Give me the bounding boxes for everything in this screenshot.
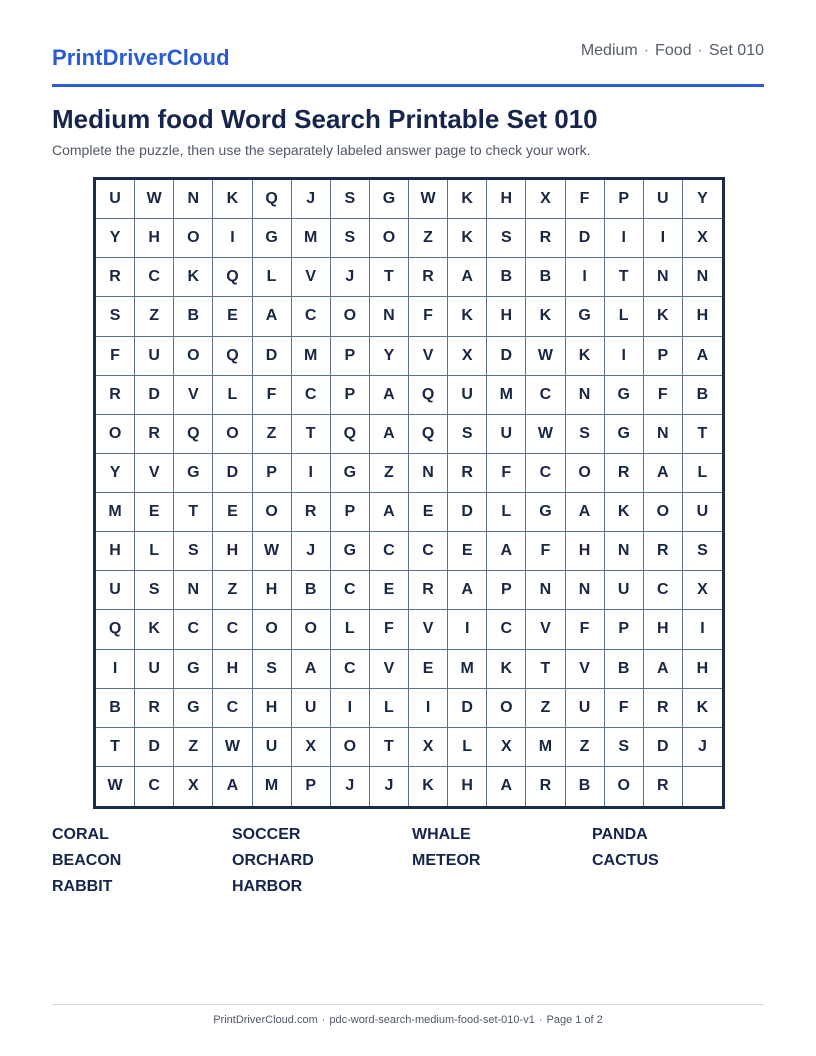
grid-cell[interactable]: E bbox=[448, 532, 487, 571]
grid-cell[interactable]: X bbox=[292, 728, 331, 767]
grid-cell[interactable]: F bbox=[566, 610, 605, 649]
grid-cell[interactable]: W bbox=[96, 767, 135, 806]
grid-cell[interactable]: Z bbox=[135, 297, 174, 336]
grid-cell[interactable]: U bbox=[135, 650, 174, 689]
grid-cell[interactable]: V bbox=[409, 337, 448, 376]
grid-cell[interactable]: V bbox=[370, 650, 409, 689]
grid-cell[interactable]: R bbox=[292, 493, 331, 532]
grid-cell[interactable]: M bbox=[253, 767, 292, 806]
grid-cell[interactable]: B bbox=[605, 650, 644, 689]
grid-cell[interactable]: X bbox=[409, 728, 448, 767]
grid-cell[interactable]: D bbox=[135, 728, 174, 767]
footer-page-number: Page 1 of 2 bbox=[546, 1014, 603, 1026]
grid-cell[interactable]: B bbox=[487, 258, 526, 297]
grid-cell[interactable]: U bbox=[253, 728, 292, 767]
grid-cell[interactable]: P bbox=[253, 454, 292, 493]
grid-cell[interactable]: Q bbox=[213, 258, 252, 297]
grid-cell[interactable]: B bbox=[96, 689, 135, 728]
word-list-item: METEOR bbox=[412, 852, 481, 869]
grid-cell[interactable]: Z bbox=[370, 454, 409, 493]
grid-cell[interactable]: T bbox=[370, 728, 409, 767]
grid-cell[interactable]: D bbox=[213, 454, 252, 493]
grid-cell[interactable]: H bbox=[213, 650, 252, 689]
grid-cell[interactable]: I bbox=[96, 650, 135, 689]
grid-cell[interactable]: C bbox=[292, 376, 331, 415]
grid-cell[interactable]: A bbox=[370, 493, 409, 532]
grid-cell[interactable]: Q bbox=[331, 415, 370, 454]
grid-cell[interactable]: C bbox=[487, 610, 526, 649]
grid-cell[interactable]: U bbox=[566, 689, 605, 728]
grid-cell[interactable]: F bbox=[253, 376, 292, 415]
grid-cell[interactable]: C bbox=[135, 767, 174, 806]
word-list-item: SOCCER bbox=[232, 826, 301, 843]
grid-cell[interactable]: V bbox=[292, 258, 331, 297]
grid-cell[interactable]: S bbox=[253, 650, 292, 689]
grid-cell[interactable]: O bbox=[605, 767, 644, 806]
grid-cell[interactable]: I bbox=[605, 337, 644, 376]
grid-cell[interactable]: N bbox=[566, 376, 605, 415]
grid-cell[interactable]: N bbox=[370, 297, 409, 336]
grid-cell[interactable]: E bbox=[135, 493, 174, 532]
grid-cell[interactable]: D bbox=[448, 689, 487, 728]
grid-cell[interactable]: L bbox=[370, 689, 409, 728]
grid-cell[interactable]: G bbox=[174, 650, 213, 689]
grid-cell[interactable]: C bbox=[213, 689, 252, 728]
grid-cell[interactable]: F bbox=[487, 454, 526, 493]
grid-cell[interactable]: Z bbox=[174, 728, 213, 767]
grid-cell[interactable]: C bbox=[409, 532, 448, 571]
grid-cell[interactable]: O bbox=[253, 493, 292, 532]
grid-cell[interactable]: P bbox=[644, 337, 683, 376]
word-list-item: CACTUS bbox=[592, 852, 659, 869]
grid-cell[interactable]: R bbox=[96, 258, 135, 297]
grid-cell[interactable]: M bbox=[448, 650, 487, 689]
grid-cell[interactable]: M bbox=[292, 337, 331, 376]
grid-cell[interactable]: R bbox=[644, 689, 683, 728]
grid-cell[interactable]: G bbox=[605, 415, 644, 454]
grid-cell[interactable]: I bbox=[683, 610, 722, 649]
grid-cell[interactable]: Z bbox=[526, 689, 565, 728]
grid-cell[interactable]: P bbox=[331, 376, 370, 415]
grid-cell[interactable]: X bbox=[487, 728, 526, 767]
grid-cell[interactable]: U bbox=[683, 493, 722, 532]
grid-cell[interactable]: A bbox=[370, 376, 409, 415]
grid-cell[interactable] bbox=[683, 767, 722, 806]
grid-cell[interactable]: Q bbox=[174, 415, 213, 454]
grid-cell[interactable]: K bbox=[448, 297, 487, 336]
grid-cell[interactable]: O bbox=[174, 219, 213, 258]
grid-cell[interactable]: C bbox=[370, 532, 409, 571]
grid-cell[interactable]: G bbox=[605, 376, 644, 415]
grid-cell[interactable]: S bbox=[135, 571, 174, 610]
grid-cell[interactable]: X bbox=[174, 767, 213, 806]
grid-cell[interactable]: I bbox=[331, 689, 370, 728]
grid-cell[interactable]: E bbox=[213, 297, 252, 336]
grid-cell[interactable]: L bbox=[331, 610, 370, 649]
grid-cell[interactable]: G bbox=[253, 219, 292, 258]
grid-cell[interactable]: O bbox=[644, 493, 683, 532]
grid-cell[interactable]: E bbox=[370, 571, 409, 610]
meta-difficulty: Medium bbox=[580, 42, 638, 59]
grid-cell[interactable]: R bbox=[96, 376, 135, 415]
grid-cell[interactable]: K bbox=[526, 297, 565, 336]
grid-cell[interactable]: A bbox=[213, 767, 252, 806]
grid-cell[interactable]: X bbox=[683, 219, 722, 258]
grid-cell[interactable]: S bbox=[448, 415, 487, 454]
grid-cell[interactable]: M bbox=[526, 728, 565, 767]
grid-cell[interactable]: I bbox=[292, 454, 331, 493]
grid-cell[interactable]: M bbox=[487, 376, 526, 415]
grid-cell[interactable]: F bbox=[644, 376, 683, 415]
grid-cell[interactable]: C bbox=[331, 571, 370, 610]
grid-cell[interactable]: J bbox=[331, 258, 370, 297]
grid-cell[interactable]: H bbox=[487, 297, 526, 336]
grid-cell[interactable]: W bbox=[526, 415, 565, 454]
grid-cell[interactable]: B bbox=[526, 258, 565, 297]
grid-cell[interactable]: D bbox=[448, 493, 487, 532]
grid-cell[interactable]: N bbox=[174, 180, 213, 219]
grid-cell[interactable]: Q bbox=[253, 180, 292, 219]
grid-cell[interactable]: S bbox=[605, 728, 644, 767]
grid-cell[interactable]: T bbox=[683, 415, 722, 454]
grid-cell[interactable]: V bbox=[135, 454, 174, 493]
grid-cell[interactable]: O bbox=[487, 689, 526, 728]
grid-cell[interactable]: R bbox=[135, 415, 174, 454]
grid-cell[interactable]: B bbox=[683, 376, 722, 415]
grid-cell[interactable]: X bbox=[683, 571, 722, 610]
grid-cell[interactable]: H bbox=[253, 571, 292, 610]
grid-cell[interactable]: A bbox=[487, 767, 526, 806]
grid-cell[interactable]: A bbox=[487, 532, 526, 571]
page-header bbox=[52, 38, 764, 87]
grid-cell[interactable]: R bbox=[409, 571, 448, 610]
grid-cell[interactable]: E bbox=[213, 493, 252, 532]
grid-cell[interactable]: H bbox=[683, 297, 722, 336]
grid-cell[interactable]: F bbox=[566, 180, 605, 219]
grid-cell[interactable]: P bbox=[331, 493, 370, 532]
grid-cell[interactable]: T bbox=[526, 650, 565, 689]
page-footer bbox=[0, 1014, 816, 1026]
grid-cell[interactable]: W bbox=[213, 728, 252, 767]
grid-cell[interactable]: G bbox=[174, 454, 213, 493]
grid-cell[interactable]: P bbox=[331, 337, 370, 376]
footer-divider bbox=[52, 1004, 764, 1005]
grid-cell[interactable]: T bbox=[370, 258, 409, 297]
grid-cell[interactable]: D bbox=[135, 376, 174, 415]
grid-cell[interactable]: T bbox=[96, 728, 135, 767]
grid-cell[interactable]: T bbox=[174, 493, 213, 532]
grid-cell[interactable]: K bbox=[213, 180, 252, 219]
grid-cell[interactable]: G bbox=[566, 297, 605, 336]
grid-cell[interactable]: R bbox=[605, 454, 644, 493]
grid-cell[interactable]: F bbox=[605, 689, 644, 728]
meta-theme: Food bbox=[655, 42, 692, 59]
grid-cell[interactable]: P bbox=[487, 571, 526, 610]
grid-cell[interactable]: C bbox=[292, 297, 331, 336]
grid-cell[interactable]: D bbox=[566, 219, 605, 258]
grid-cell[interactable]: Q bbox=[96, 610, 135, 649]
grid-cell[interactable]: N bbox=[409, 454, 448, 493]
meta-separator: · bbox=[697, 42, 703, 59]
grid-cell[interactable]: R bbox=[644, 767, 683, 806]
grid-cell[interactable]: N bbox=[683, 258, 722, 297]
grid-cell[interactable]: A bbox=[683, 337, 722, 376]
grid-cell[interactable]: D bbox=[253, 337, 292, 376]
word-list-item: BEACON bbox=[52, 852, 122, 869]
grid-cell[interactable]: R bbox=[526, 767, 565, 806]
grid-cell[interactable]: W bbox=[135, 180, 174, 219]
grid-cell[interactable]: F bbox=[526, 532, 565, 571]
grid-cell[interactable]: Z bbox=[213, 571, 252, 610]
grid-cell[interactable]: R bbox=[409, 258, 448, 297]
word-list-item: ORCHARD bbox=[232, 852, 314, 869]
grid-cell[interactable]: S bbox=[96, 297, 135, 336]
grid-cell[interactable]: A bbox=[292, 650, 331, 689]
grid-cell[interactable]: Y bbox=[96, 219, 135, 258]
grid-cell[interactable]: O bbox=[370, 219, 409, 258]
grid-cell[interactable]: L bbox=[683, 454, 722, 493]
grid-cell[interactable]: F bbox=[370, 610, 409, 649]
word-list-item: HARBOR bbox=[232, 878, 303, 895]
grid-cell[interactable]: A bbox=[644, 650, 683, 689]
grid-cell[interactable]: Q bbox=[213, 337, 252, 376]
grid-cell[interactable]: A bbox=[448, 571, 487, 610]
grid-cell[interactable]: H bbox=[644, 610, 683, 649]
grid-cell[interactable]: H bbox=[135, 219, 174, 258]
grid-cell[interactable]: R bbox=[526, 219, 565, 258]
grid-cell[interactable]: L bbox=[605, 297, 644, 336]
grid-cell[interactable]: G bbox=[370, 180, 409, 219]
grid-cell[interactable]: X bbox=[526, 180, 565, 219]
grid-cell[interactable]: H bbox=[213, 532, 252, 571]
grid-cell[interactable]: A bbox=[448, 258, 487, 297]
grid-cell[interactable]: C bbox=[526, 376, 565, 415]
grid-cell[interactable]: J bbox=[292, 532, 331, 571]
word-list-item: RABBIT bbox=[52, 878, 113, 895]
word-search-grid bbox=[93, 177, 725, 809]
grid-cell[interactable]: K bbox=[683, 689, 722, 728]
grid-cell[interactable]: W bbox=[526, 337, 565, 376]
grid-cell[interactable]: N bbox=[174, 571, 213, 610]
grid-cell[interactable]: T bbox=[292, 415, 331, 454]
grid-cell[interactable]: B bbox=[292, 571, 331, 610]
grid-cell[interactable]: N bbox=[644, 258, 683, 297]
grid-cell[interactable]: S bbox=[331, 219, 370, 258]
grid-cell[interactable]: F bbox=[96, 337, 135, 376]
word-list-item: CORAL bbox=[52, 826, 109, 843]
grid-cell[interactable]: A bbox=[253, 297, 292, 336]
grid-cell[interactable]: W bbox=[409, 180, 448, 219]
grid-cell[interactable]: U bbox=[135, 337, 174, 376]
grid-cell[interactable]: V bbox=[526, 610, 565, 649]
grid-cell[interactable]: L bbox=[213, 376, 252, 415]
grid-cell[interactable]: B bbox=[566, 767, 605, 806]
word-list-item: PANDA bbox=[592, 826, 648, 843]
grid-cell[interactable]: K bbox=[644, 297, 683, 336]
grid-cell[interactable]: N bbox=[644, 415, 683, 454]
grid-cell[interactable]: K bbox=[487, 650, 526, 689]
grid-cell[interactable]: J bbox=[370, 767, 409, 806]
grid-cell[interactable]: O bbox=[213, 415, 252, 454]
grid-cell[interactable]: U bbox=[292, 689, 331, 728]
grid-cell[interactable]: P bbox=[292, 767, 331, 806]
grid-cell[interactable]: I bbox=[605, 219, 644, 258]
grid-cell[interactable]: S bbox=[331, 180, 370, 219]
grid-cell[interactable]: U bbox=[605, 571, 644, 610]
grid-cell[interactable]: C bbox=[331, 650, 370, 689]
grid-cell[interactable]: H bbox=[448, 767, 487, 806]
grid-cell[interactable]: K bbox=[605, 493, 644, 532]
grid-cell[interactable]: H bbox=[487, 180, 526, 219]
grid-cell[interactable]: L bbox=[253, 258, 292, 297]
grid-cell[interactable]: I bbox=[644, 219, 683, 258]
grid-cell[interactable]: V bbox=[174, 376, 213, 415]
page-subtitle: Complete the puzzle, then use the separately labeled answer page to check your work. bbox=[52, 142, 591, 158]
grid-cell[interactable]: K bbox=[135, 610, 174, 649]
grid-cell[interactable]: K bbox=[566, 337, 605, 376]
page-title: Medium food Word Search Printable Set 010 bbox=[52, 104, 598, 134]
grid-cell[interactable]: H bbox=[96, 532, 135, 571]
grid-cell[interactable]: L bbox=[135, 532, 174, 571]
grid-cell[interactable]: U bbox=[96, 180, 135, 219]
grid-cell[interactable]: T bbox=[605, 258, 644, 297]
grid-cell[interactable]: R bbox=[644, 532, 683, 571]
grid-cell[interactable]: R bbox=[135, 689, 174, 728]
grid-cell[interactable]: A bbox=[370, 415, 409, 454]
grid-cell[interactable]: O bbox=[174, 337, 213, 376]
grid-cell[interactable]: Y bbox=[370, 337, 409, 376]
meta-separator: · bbox=[643, 42, 650, 59]
grid-cell[interactable]: I bbox=[213, 219, 252, 258]
grid-cell[interactable]: Q bbox=[409, 415, 448, 454]
grid-cell[interactable]: A bbox=[644, 454, 683, 493]
grid-cell[interactable]: K bbox=[174, 258, 213, 297]
grid-cell[interactable]: G bbox=[174, 689, 213, 728]
grid-cell[interactable]: M bbox=[292, 219, 331, 258]
grid-cell[interactable]: U bbox=[487, 415, 526, 454]
grid-cell[interactable]: O bbox=[292, 610, 331, 649]
meta-set: Set 010 bbox=[708, 42, 764, 59]
grid-cell[interactable]: S bbox=[174, 532, 213, 571]
grid-cell[interactable]: C bbox=[135, 258, 174, 297]
grid-cell[interactable]: Y bbox=[96, 454, 135, 493]
grid-cell[interactable]: I bbox=[409, 689, 448, 728]
footer-site: PrintDriverCloud.com bbox=[213, 1014, 318, 1026]
grid-cell[interactable]: C bbox=[526, 454, 565, 493]
grid-cell[interactable]: Z bbox=[409, 219, 448, 258]
grid-cell[interactable]: Z bbox=[253, 415, 292, 454]
grid-cell[interactable]: G bbox=[526, 493, 565, 532]
grid-cell[interactable]: X bbox=[448, 337, 487, 376]
grid-cell[interactable]: R bbox=[448, 454, 487, 493]
word-list bbox=[52, 824, 772, 902]
grid-cell[interactable]: N bbox=[526, 571, 565, 610]
grid-cell[interactable]: L bbox=[448, 728, 487, 767]
grid-cell[interactable]: N bbox=[566, 571, 605, 610]
footer-doc-id: pdc-word-search-medium-food-set-010-v1 bbox=[329, 1014, 535, 1026]
grid-cell[interactable]: W bbox=[253, 532, 292, 571]
grid-cell[interactable]: V bbox=[566, 650, 605, 689]
grid-cell[interactable]: K bbox=[409, 767, 448, 806]
grid-cell[interactable]: O bbox=[566, 454, 605, 493]
grid-cell[interactable]: O bbox=[96, 415, 135, 454]
grid-cell[interactable]: D bbox=[644, 728, 683, 767]
grid-cell[interactable]: E bbox=[409, 650, 448, 689]
grid-cell[interactable]: G bbox=[331, 532, 370, 571]
header-meta bbox=[581, 42, 764, 60]
grid-cell[interactable]: C bbox=[174, 610, 213, 649]
grid-cell[interactable]: C bbox=[644, 571, 683, 610]
letter-grid bbox=[96, 180, 722, 806]
brand-logo[interactable]: PrintDriverCloud bbox=[52, 45, 230, 70]
grid-cell[interactable]: U bbox=[96, 571, 135, 610]
grid-cell[interactable]: S bbox=[566, 415, 605, 454]
grid-cell[interactable]: A bbox=[566, 493, 605, 532]
grid-cell[interactable]: V bbox=[409, 610, 448, 649]
grid-cell[interactable]: O bbox=[253, 610, 292, 649]
grid-cell[interactable]: K bbox=[448, 219, 487, 258]
grid-cell[interactable]: P bbox=[605, 180, 644, 219]
grid-cell[interactable]: L bbox=[487, 493, 526, 532]
grid-cell[interactable]: U bbox=[448, 376, 487, 415]
grid-cell[interactable]: F bbox=[409, 297, 448, 336]
grid-cell[interactable]: C bbox=[213, 610, 252, 649]
footer-separator: · bbox=[321, 1014, 326, 1026]
grid-cell[interactable]: J bbox=[331, 767, 370, 806]
grid-cell[interactable]: H bbox=[253, 689, 292, 728]
grid-cell[interactable]: Q bbox=[409, 376, 448, 415]
grid-cell[interactable]: H bbox=[683, 650, 722, 689]
grid-cell[interactable]: J bbox=[292, 180, 331, 219]
grid-cell[interactable]: D bbox=[487, 337, 526, 376]
grid-cell[interactable]: K bbox=[448, 180, 487, 219]
grid-cell[interactable]: U bbox=[644, 180, 683, 219]
grid-cell[interactable]: B bbox=[174, 297, 213, 336]
grid-cell[interactable]: J bbox=[683, 728, 722, 767]
grid-cell[interactable]: S bbox=[487, 219, 526, 258]
grid-cell[interactable]: S bbox=[683, 532, 722, 571]
grid-cell[interactable]: I bbox=[566, 258, 605, 297]
footer-separator: · bbox=[538, 1014, 543, 1026]
grid-cell[interactable]: M bbox=[96, 493, 135, 532]
grid-cell[interactable]: I bbox=[448, 610, 487, 649]
grid-cell[interactable]: H bbox=[566, 532, 605, 571]
grid-cell[interactable]: O bbox=[331, 297, 370, 336]
grid-cell[interactable]: E bbox=[409, 493, 448, 532]
grid-cell[interactable]: P bbox=[605, 610, 644, 649]
grid-cell[interactable]: Y bbox=[683, 180, 722, 219]
grid-cell[interactable]: G bbox=[331, 454, 370, 493]
grid-cell[interactable]: Z bbox=[566, 728, 605, 767]
grid-cell[interactable]: O bbox=[331, 728, 370, 767]
grid-cell[interactable]: N bbox=[605, 532, 644, 571]
word-list-item: WHALE bbox=[412, 826, 471, 843]
